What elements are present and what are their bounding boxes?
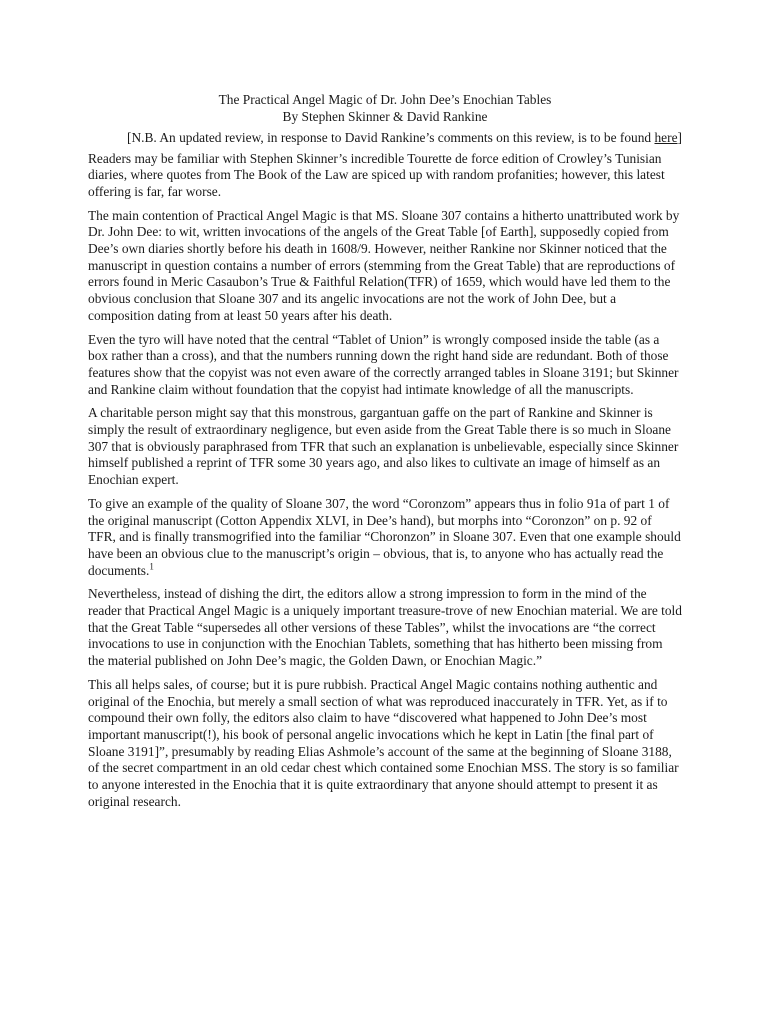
paragraph-2: The main contention of Practical Angel Magic is that MS. Sloane 307 contains a hitherto unattributed work by Dr. John Dee: to wit, written invocations of the angels of the Great Table [of Earth], supposedly copied from Dee’s own diaries shortly before his death in 1608/9. However, neither Rankine nor Skinner noticed that the manuscript in question contains a number of errors (stemming from the Great Table) that are reproductions of errors found in Meric Casaubon’s True & Faithful Relation(TFR) of 1659, which would have led them to the obvious conclusion that Sloane 307 and its angelic invocations are not the work of John Dee, but a composition dating from at least 50 years after his death. xyxy=(88,207,680,323)
note-text: [N.B. An updated review, in response to David Rankine’s comments on this review, is to be found xyxy=(127,130,655,145)
paragraph-5-text: To give an example of the quality of Sloane 307, the word “Coronzom” appears thus in folio 91a of part 1 of the original manuscript (Cotton Appendix XLVI, in Dee’s hand), but morphs into “Coronzon” on p. 92 of TFR, and is finally transmogrified into the familiar “Choronzon” in Sloane 307. Even that one example should have been an obvious clue to the manuscript’s origin – obvious, that is, to anyone who has actually read the documents. xyxy=(88,495,681,578)
paragraph-4: A charitable person might say that this monstrous, gargantuan gaffe on the part of Rankine and Skinner is simply the result of extraordinary negligence, but even aside from the Great Table there is so much in Sloane 307 that is obviously paraphrased from TFR that such an explanation is unbelievable, especially since Skinner himself published a reprint of TFR some 30 years ago, and also likes to cultivate an image of himself as an Enochian expert. xyxy=(88,405,679,488)
paragraph-3: Even the tyro will have noted that the central “Tablet of Union” is wrongly composed inside the table (as a box rather than a cross), and that the numbers running down the right hand side are redundant. Both of those features show that the copyist was not even aware of the correctly arranged tables in Sloane 3191; but Skinner and Rankine claim without foundation that the copyist had intimate knowledge of all the manuscripts. xyxy=(88,331,679,397)
update-note xyxy=(88,130,682,147)
paragraph-6: Nevertheless, instead of dishing the dirt, the editors allow a strong impression to form in the mind of the reader that Practical Angel Magic is a uniquely important treasure-trove of new Enochian material. We are told that the Great Table “supersedes all other versions of these Tables”, whilst the invocations are “the correct invocations to use in conjunction with the Enochian Tablets, something that has hitherto been missing from the material published on John Dee’s magic, the Golden Dawn, or Enochian Magic.” xyxy=(88,586,682,669)
paragraph-7: This all helps sales, of course; but it is pure rubbish. Practical Angel Magic contains nothing authentic and original of the Enochia, but merely a small section of what was reproduced inaccurately in TFR. Yet, as if to compound their own folly, the editors also claim to have “discovered what happened to John Dee’s most important manuscript(!), his book of personal angelic invocations which he kept in Latin [the final part of Sloane 3191]”, presumably by reading Elias Ashmole’s account of the same at the beginning of Sloane 3188, of the secret compartment in an old cedar chest which contained some Enochian MSS. The story is so familiar to anyone interested in the Enochia that it is quite extraordinary that anyone should attempt to present it as original research. xyxy=(88,676,679,809)
title-line-1: The Practical Angel Magic of Dr. John Dee’s Enochian Tables xyxy=(218,92,552,107)
note-close: ] xyxy=(677,130,682,145)
document-title xyxy=(88,92,682,125)
title-line-2: By Stephen Skinner & David Rankine xyxy=(282,108,488,124)
paragraph-1: Readers may be familiar with Stephen Skinner’s incredible Tourette de force edition of Crowley’s Tunisian diaries, where quotes from The Book of the Law are spiced up with random profanities; however, this latest offering is far, far worse. xyxy=(88,150,665,199)
document-page xyxy=(88,92,682,818)
here-link[interactable]: here xyxy=(654,130,678,145)
footnote-marker[interactable]: 1 xyxy=(149,561,154,572)
paragraph-5 xyxy=(88,496,682,580)
